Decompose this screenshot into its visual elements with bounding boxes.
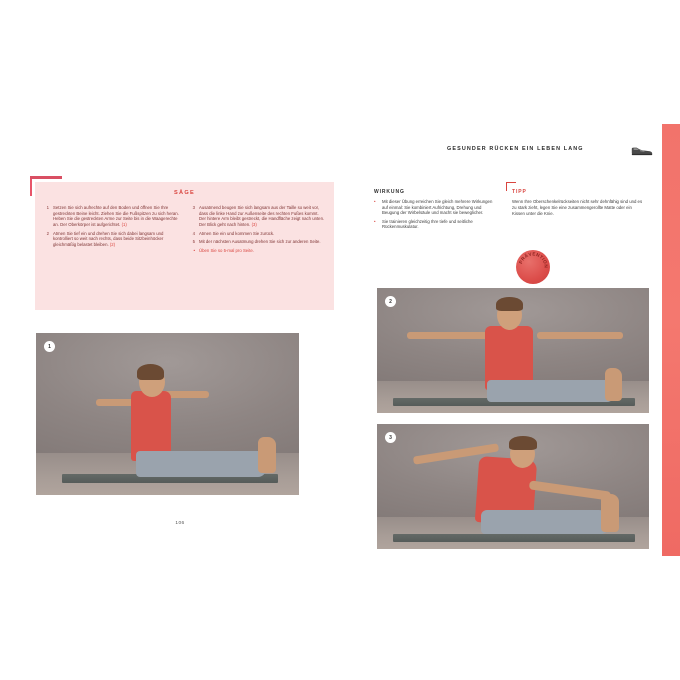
bullet-icon: •: [374, 199, 376, 204]
step-figure-ref: (2): [109, 241, 116, 247]
step-text: Ausatmend beugen Sie sich langsam aus der Taille so weit vor, dass die linke Hand zur Außenseite des rechten Fußes kommt. Der hintere Arm bleibt gestreckt, die Handfläche zeigt nach unten. Der Blick geht nach hinten. (3): [199, 205, 325, 227]
figure-feet: [605, 368, 622, 401]
exercise-photo-1: [36, 333, 299, 495]
step-figure-ref: (3): [251, 221, 257, 227]
repeat-note: [190, 248, 325, 254]
step-number: 2: [46, 230, 49, 236]
photo-step-badge: 1: [44, 341, 55, 352]
photo-step-badge: 3: [385, 432, 396, 443]
instruction-step: [190, 239, 325, 245]
instruction-step: [190, 231, 325, 237]
step-text: Atmen Sie ein und kommen Sie zurück.: [199, 230, 275, 236]
instruction-column-right: [190, 205, 325, 304]
instruction-step: [190, 205, 325, 227]
exercise-photo-3: [377, 424, 649, 549]
figure-arm-right: [537, 332, 623, 339]
step-text: Setzen Sie sich aufrechte auf den Boden und öffnen Sie Ihre gestreckten Beine leicht. Ziehen Sie die Fußspitzen zu sich heran. Heben Sie die gestreckten Arme zur Seite bis in die Waagerechte an. Der Oberkörper ist aufgerichtet. (1): [53, 205, 179, 227]
step-number: 4: [192, 230, 195, 236]
tipp-corner-bracket-icon: [506, 182, 516, 191]
page-number: 106: [175, 521, 185, 526]
shoe-icon: [630, 143, 654, 157]
figure-arm-left: [407, 332, 489, 339]
instruction-step: [44, 205, 179, 227]
repeat-note-text: Üben Sie so 5-mal pro Seite.: [199, 248, 254, 254]
bullet-icon: •: [374, 218, 376, 224]
praevention-stamp-badge: [516, 250, 550, 284]
step-number: 5: [192, 239, 195, 245]
exercise-instruction-box: [35, 182, 334, 310]
instruction-step: [44, 231, 179, 248]
corner-bracket-decoration: [30, 176, 52, 196]
wirkung-bullet-text: Mit dieser Übung erreichen Sie gleich mehrere Wirkungen auf einmal: Sie kombiniert Aufrichtung, Drehung und Beugung der Wirbelsäule und macht sie beweglicher.: [382, 199, 493, 216]
corner-bar-decoration: [30, 176, 62, 179]
step-number: 3: [192, 205, 195, 210]
stamp-label: PRÄVENTION: [518, 251, 549, 269]
repeat-note-bullet: •: [193, 248, 195, 254]
instruction-column-left: [44, 205, 179, 304]
wirkung-bullet-text: Sie trainieren gleichzeitig Ihre tiefe und seitliche Rückenmuskulatur.: [382, 218, 473, 230]
figure-feet: [258, 437, 276, 473]
edge-color-strip: [662, 124, 680, 556]
tipp-section: [512, 189, 644, 216]
wirkung-bullet: [374, 219, 498, 230]
figure-hair: [496, 297, 523, 311]
tipp-text: Wenn Ihre Oberschenkelrückseiten nicht sehr dehnfähig sind und es zu stark zieht, legen Sie eine zusammengerollte Matte oder ein Kissen unter die Knie.: [512, 199, 643, 216]
figure-legs: [487, 380, 615, 402]
step-text: Atmen Sie tief ein und drehen Sie sich dabei langsam und kontrolliert so weit nach rechts, dass beide Sitzbeinhöcker gleichmäßig belastet bleiben. (2): [53, 230, 164, 247]
step-text: Mit der nächsten Ausatmung drehen Sie sich zur anderen Seite.: [199, 239, 321, 245]
exercise-photo-2: [377, 288, 649, 413]
figure-legs: [136, 451, 266, 477]
yoga-mat: [393, 534, 635, 542]
step-figure-ref: (1): [121, 221, 127, 227]
figure-hair: [509, 436, 537, 450]
wirkung-section: [374, 189, 498, 233]
tipp-title: TIPP: [512, 189, 527, 195]
figure-legs: [481, 510, 609, 534]
photo-step-badge: 2: [385, 296, 396, 307]
wirkung-title: WIRKUNG: [374, 189, 405, 195]
figure-feet: [601, 494, 619, 532]
exercise-title: SÄGE: [173, 190, 196, 196]
step-number: 1: [46, 205, 49, 210]
wirkung-bullet: [374, 199, 498, 216]
figure-hair: [137, 364, 164, 380]
running-header: GESUNDER RÜCKEN EIN LEBEN LANG: [447, 146, 584, 152]
